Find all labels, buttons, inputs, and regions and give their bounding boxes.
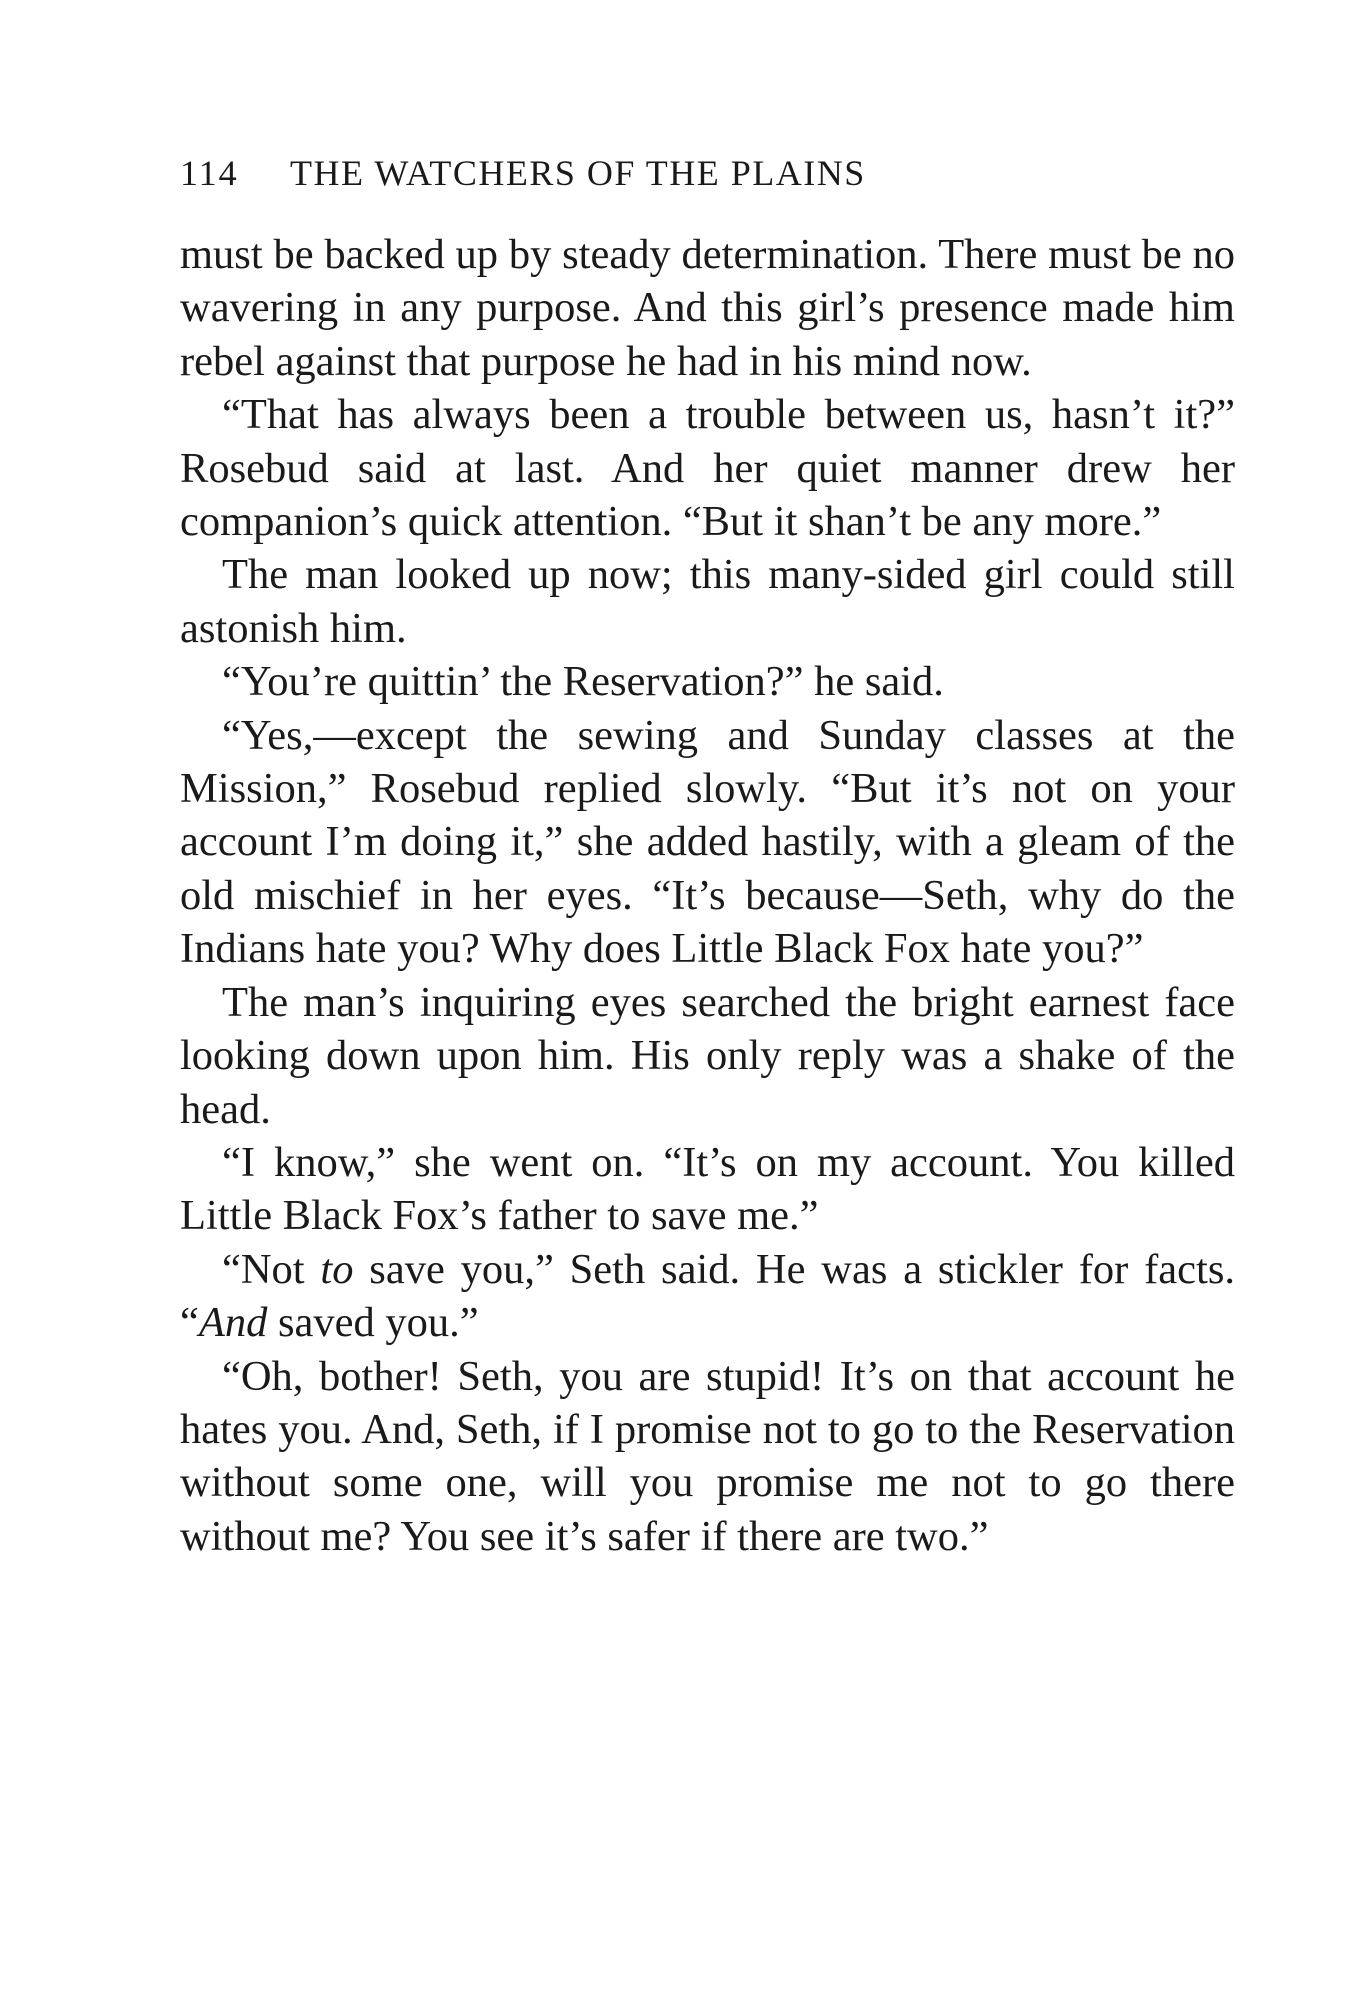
paragraph: “I know,” she went on. “It’s on my account. You killed Little Black Fox’s father to save me.” <box>180 1138 1235 1240</box>
paragraph: The man looked up now; this many-sided girl could still astonish him. <box>180 551 1235 652</box>
paragraph: “Oh, bother! Seth, you are stupid! It’s on that account he hates you. And, Seth, if I promise not to go to the Reservation without some one, will you promise me not to go there without me? You see it’s safer if there are two.” <box>180 1352 1235 1560</box>
paragraph: “Yes,—except the sewing and Sunday classes at the Mission,” Rosebud replied slowly. “But it’s not on your account I’m doing it,” she added hastily, with a gleam of the old mischief in her eyes. “It’s because—Seth, why do the Indians hate you? Why does Little Black Fox hate you?” <box>180 711 1235 973</box>
running-head <box>180 150 1235 196</box>
running-title: THE WATCHERS OF THE PLAINS <box>290 153 866 193</box>
paragraph: must be backed up by steady determination. There must be no wavering in any purpose. And this girl’s presence made him rebel against that purpose he had in his mind now. <box>180 231 1235 385</box>
text-run: save you,” Seth said. He was a stickler for facts. “ <box>180 1245 1235 1347</box>
body-text <box>180 228 1235 1563</box>
page-number: 114 <box>180 153 239 193</box>
text-run: “Not <box>222 1245 321 1293</box>
book-page <box>180 150 1235 1563</box>
italic-emphasis: to <box>320 1245 354 1293</box>
paragraph: The man’s inquiring eyes searched the bright earnest face looking down upon him. His only reply was a shake of the head. <box>180 978 1235 1133</box>
paragraph <box>180 1243 1235 1350</box>
paragraph: “That has always been a trouble between us, hasn’t it?” Rosebud said at last. And her quiet manner drew her companion’s quick attention. “But it shan’t be any more.” <box>180 391 1235 546</box>
text-run: saved you.” <box>267 1299 479 1347</box>
italic-emphasis: And <box>198 1299 268 1347</box>
paragraph: “You’re quittin’ the Reservation?” he said. <box>222 658 944 706</box>
